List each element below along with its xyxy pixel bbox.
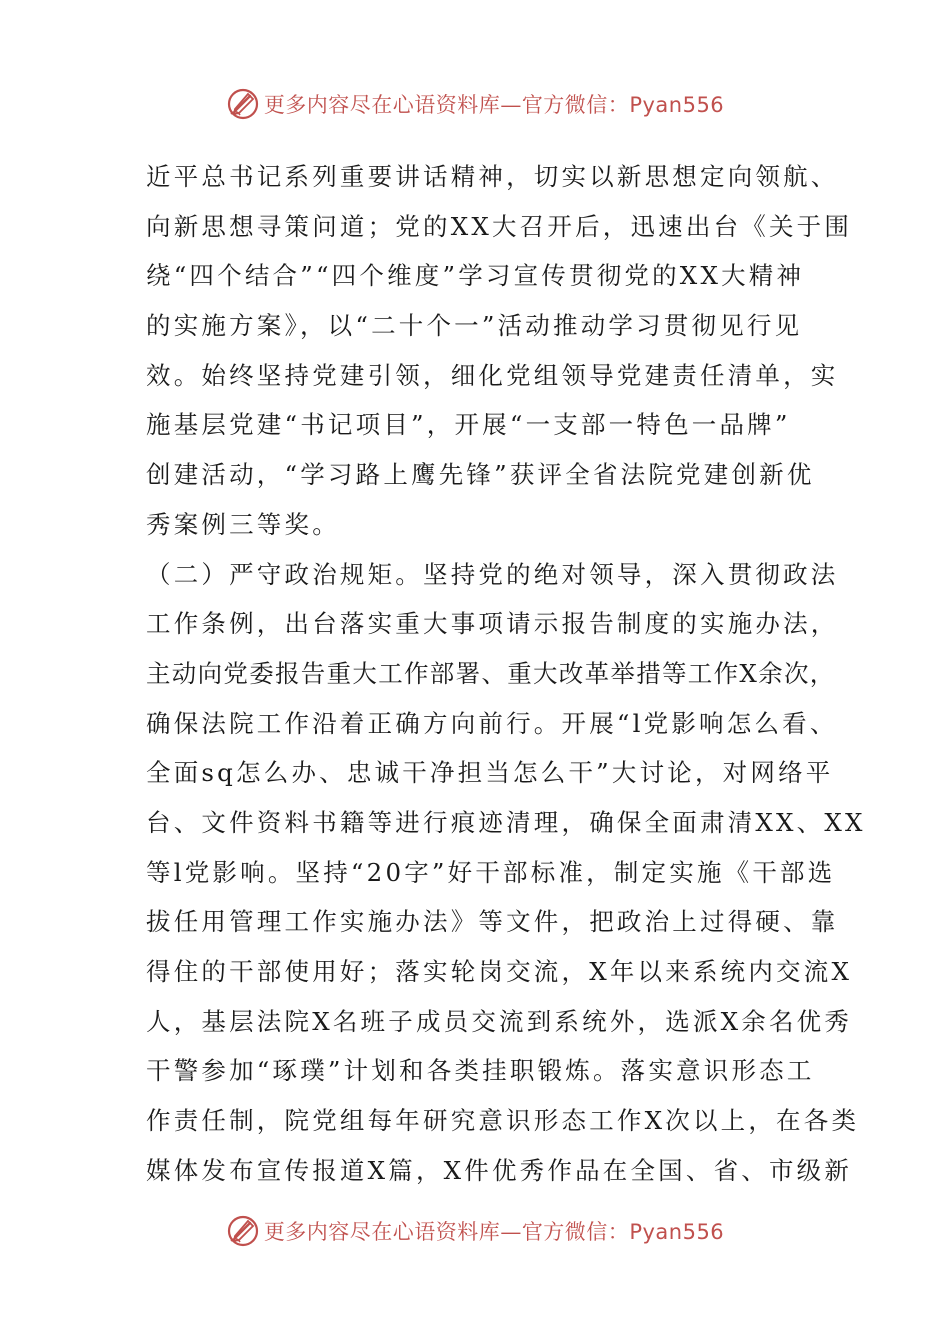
banner-text (264, 89, 724, 119)
banner-brand: Pyan556 (629, 1220, 725, 1244)
section-heading-line: （二）严守政治规矩。坚持党的绝对领导，深入贯彻政法 (146, 559, 839, 589)
pen-seal-logo-icon (226, 87, 260, 121)
banner-title: 更多内容尽在心语资料库 (263, 1220, 501, 1244)
body-line: 人，基层法院X名班子成员交流到系统外，选派X余名优秀 (146, 1006, 853, 1036)
body-line: 施基层党建“书记项目”，开展“一支部一特色一品牌” (146, 410, 791, 440)
body-line: 干警参加“琢璞”计划和各类挂职锻炼。落实意识形态工 (146, 1056, 815, 1086)
body-line: 台、文件资料书籍等进行痕迹清理，确保全面肃清XX、XX (146, 807, 866, 837)
body-line: 得住的干部使用好；落实轮岗交流，X年以来系统内交流X (146, 957, 853, 986)
banner-suffix: 官方微信： (521, 1220, 630, 1244)
banner-suffix: 官方微信： (521, 93, 630, 117)
body-line: 确保法院工作沿着正确方向前行。开展“l党影响怎么看、 (146, 708, 838, 738)
banner-title: 更多内容尽在心语资料库 (263, 93, 501, 117)
header-banner (0, 84, 950, 124)
body-line: 主动向党委报告重大工作部署、重大改革举措等工作X余次， (146, 658, 836, 688)
body-line: 秀案例三等奖。 (146, 509, 340, 539)
body-line: 全面sq怎么办、忠诚干净担当怎么干”大讨论，对网络平 (146, 758, 834, 788)
document-body (146, 152, 866, 1195)
body-line: 工作条例，出台落实重大事项请示报告制度的实施办法， (146, 609, 839, 639)
banner-text (264, 1216, 724, 1246)
body-line: 作责任制，院党组每年研究意识形态工作X次以上，在各类 (146, 1106, 860, 1136)
body-line: 媒体发布宣传报道X篇，X件优秀作品在全国、省、市级新 (146, 1155, 853, 1185)
banner-separator: — (500, 1220, 522, 1244)
body-line: 效。始终坚持党建引领，细化党组领导党建责任清单，实 (146, 360, 839, 390)
body-line: 向新思想寻策问道；党的XX大召开后，迅速出台《关于围 (146, 211, 853, 241)
body-line: 近平总书记系列重要讲话精神，切实以新思想定向领航、 (146, 162, 839, 191)
banner-separator: — (500, 93, 522, 117)
body-line: 等l党影响。坚持“20字”好干部标准，制定实施《干部选 (146, 857, 836, 887)
banner-brand: Pyan556 (629, 93, 725, 117)
footer-banner (0, 1211, 950, 1251)
body-line: 创建活动，“学习路上鹰先锋”获评全省法院党建创新优 (146, 460, 815, 490)
body-line: 拔任用管理工作实施办法》等文件，把政治上过得硬、靠 (146, 907, 839, 937)
body-line: 绕“四个结合”“四个维度”学习宣传贯彻党的XX大精神 (146, 261, 805, 291)
body-line: 的实施方案》，以“二十个一”活动推动学习贯彻见行见 (146, 311, 803, 341)
pen-seal-logo-icon (226, 1214, 260, 1248)
